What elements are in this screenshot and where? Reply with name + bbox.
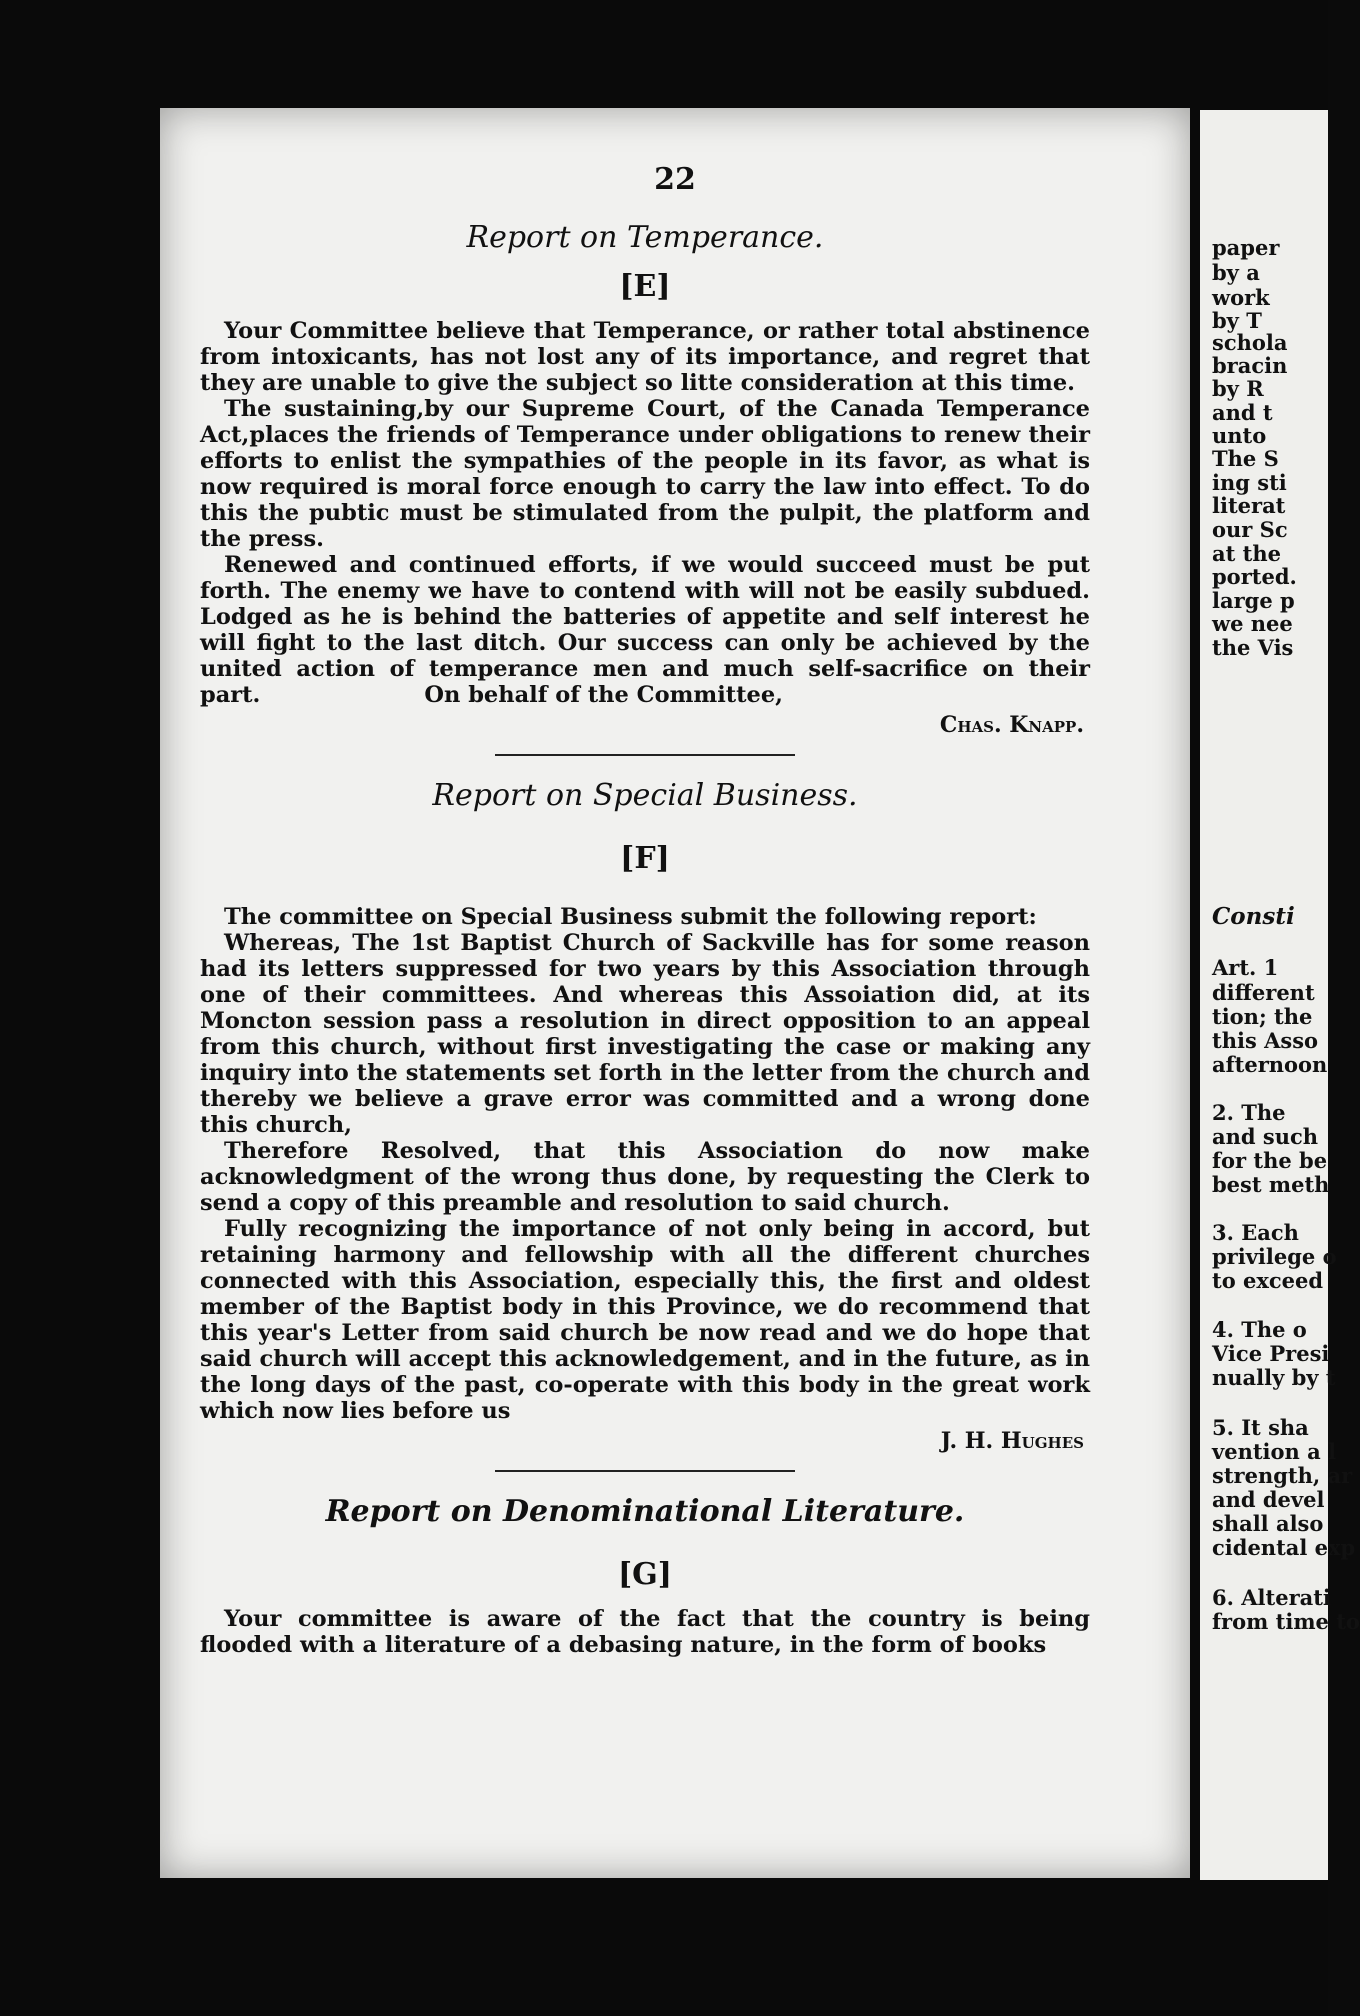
adjacent-page-line: Art. 1	[1212, 955, 1279, 980]
adjacent-page-line: Vice Presi	[1212, 1341, 1330, 1366]
document-page	[160, 108, 1190, 1878]
temperance-paragraph	[200, 552, 1090, 708]
literature-section-letter: [G]	[617, 1557, 672, 1592]
adjacent-page-fragment	[1200, 110, 1360, 1880]
special-business-section-letter: [F]	[620, 841, 670, 876]
adjacent-page-line: by R	[1212, 376, 1264, 401]
adjacent-page-line: and such	[1212, 1124, 1319, 1149]
adjacent-page-line: 2. The	[1212, 1100, 1286, 1125]
adjacent-page-line: literat	[1212, 493, 1286, 518]
temperance-paragraph: Your Committee believe that Temperance, or rather total abstinence from intoxicants, has not lost any of its importance, and regret that they are unable to give the subject so litte consideration at this time.	[200, 318, 1090, 396]
adjacent-page-line: 6. Alterati	[1212, 1585, 1331, 1610]
adjacent-page-line: ported.	[1212, 564, 1297, 589]
adjacent-page-line: nually by t	[1212, 1365, 1336, 1390]
page-content	[200, 220, 1090, 1658]
adjacent-page-line: tion; the	[1212, 1004, 1313, 1029]
temperance-section-letter: [E]	[619, 269, 671, 304]
temperance-behalf: On behalf of the Committee,	[424, 682, 783, 708]
temperance-title: Report on Temperance.	[466, 220, 824, 255]
adjacent-page-line: 3. Each	[1212, 1220, 1299, 1245]
adjacent-page-line: strength, ar	[1212, 1463, 1353, 1488]
special-business-title: Report on Special Business.	[432, 778, 858, 813]
adjacent-page-line: by a	[1212, 260, 1260, 285]
adjacent-page-line: by T	[1212, 308, 1262, 333]
special-business-paragraph: Therefore Resolved, that this Association do now make acknowledgment of the wrong thus done, by requesting the Clerk to send a copy of this preamble and resolution to said church.	[200, 1138, 1090, 1216]
adjacent-page-line: cidental exp	[1212, 1535, 1356, 1560]
temperance-paragraph-text: Renewed and continued efforts, if we would succeed must be put forth. The enemy we have to contend with will not be easily subdued. Lodged as he is behind the batteries of appetite and self interest he will fight to the last ditch. Our success can only be achieved by the united action of temperance men and much self-sacrifice on their part.	[200, 552, 1090, 708]
adjacent-page-line: work	[1212, 285, 1270, 310]
adjacent-page-line: and t	[1212, 400, 1273, 425]
adjacent-page-line: bracin	[1212, 353, 1288, 378]
adjacent-page-line: 4. The o	[1212, 1317, 1307, 1342]
temperance-signer: Chas. Knapp.	[939, 712, 1084, 738]
adjacent-page-line: paper	[1212, 235, 1280, 260]
adjacent-page-line: 5. It sha	[1212, 1415, 1309, 1440]
special-business-paragraph: Whereas, The 1st Baptist Church of Sackville has for some reason had its letters suppressed for two years by this Association through one of their committees. And whereas this Assoiation did, at its Moncton session pass a resolution in direct opposition to an appeal from this church, without first investigating the case or making any inquiry into the statements set forth in the letter from the church and thereby we believe a grave error was committed and a wrong done this church,	[200, 930, 1090, 1138]
literature-title: Report on Denominational Literature.	[325, 1494, 965, 1529]
adjacent-page-line: from time to	[1212, 1609, 1360, 1634]
adjacent-page-line: and devel	[1212, 1487, 1325, 1512]
section-divider	[495, 1470, 795, 1472]
special-business-paragraph: Fully recognizing the importance of not only being in accord, but retaining harmony and fellowship with all the different churches connected with this Association, especially this, the first and oldest member of the Baptist body in this Province, we do recommend that this year's Letter from said church be now read and we do hope that said church will accept this acknowledgement, and in the future, as in the long days of the past, co-operate with this body in the great work which now lies before us	[200, 1216, 1090, 1424]
literature-report	[200, 1494, 1090, 1658]
literature-paragraph: Your committee is aware of the fact that the country is being flooded with a literature of a debasing nature, in the form of books	[200, 1606, 1090, 1658]
temperance-report	[200, 220, 1090, 738]
adjacent-page-line: vention a l	[1212, 1439, 1336, 1464]
adjacent-page-line: our Sc	[1212, 517, 1288, 542]
adjacent-page-line: we nee	[1212, 611, 1293, 636]
section-divider	[495, 754, 795, 756]
adjacent-page-line: Consti	[1212, 903, 1295, 930]
adjacent-page-line: The S	[1212, 446, 1279, 471]
adjacent-page-line: ing sti	[1212, 470, 1287, 495]
adjacent-page-line: to exceed	[1212, 1268, 1324, 1293]
temperance-paragraph: The sustaining,by our Supreme Court, of the Canada Temperance Act,places the friends of Temperance under obligations to renew their efforts to enlist the sympathies of the people in its favor, as what is now required is moral force enough to carry the law into effect. To do this the pubtic must be stimulated from the pulpit, the platform and the press.	[200, 396, 1090, 552]
special-business-paragraph: The committee on Special Business submit the following report:	[224, 904, 1037, 930]
adjacent-page-line: this Asso	[1212, 1028, 1319, 1053]
adjacent-page-line: for the be	[1212, 1148, 1328, 1173]
adjacent-page-line: privilege o	[1212, 1244, 1337, 1269]
adjacent-page-line: afternoon	[1212, 1052, 1328, 1077]
adjacent-page-line: at the	[1212, 541, 1281, 566]
adjacent-page-line: unto	[1212, 423, 1267, 448]
adjacent-page-line: shall also	[1212, 1511, 1324, 1536]
special-business-report	[200, 778, 1090, 1454]
special-business-signer: J. H. Hughes	[940, 1428, 1084, 1454]
adjacent-page-line: the Vis	[1212, 635, 1294, 660]
page-number: 22	[654, 162, 696, 197]
adjacent-page-line: schola	[1212, 330, 1288, 355]
adjacent-page-line: best meth	[1212, 1172, 1330, 1197]
adjacent-page-line: large p	[1212, 588, 1295, 613]
adjacent-page-line: different	[1212, 980, 1315, 1005]
